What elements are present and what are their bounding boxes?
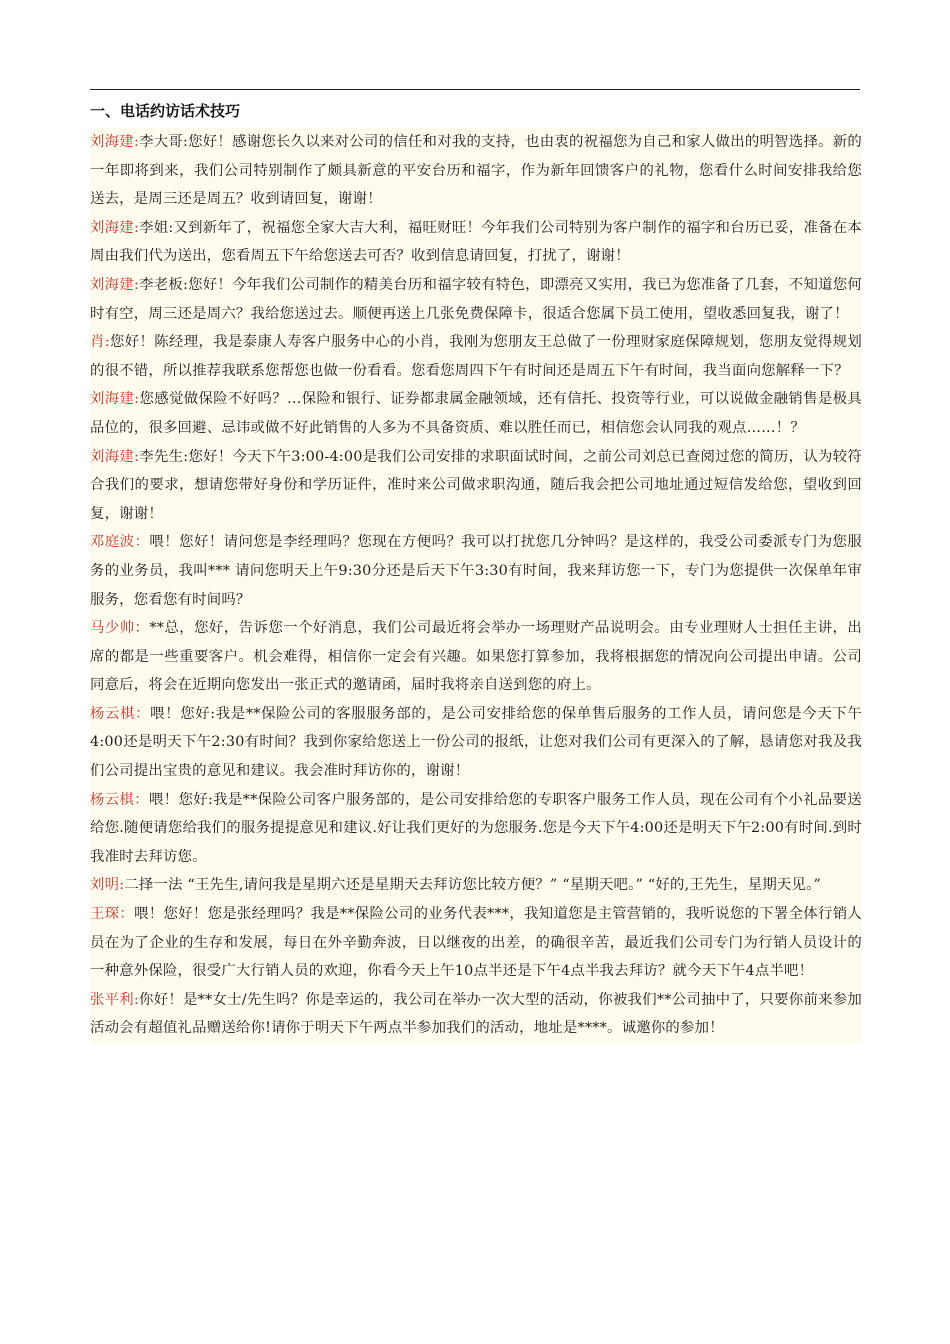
script-entry bbox=[90, 385, 862, 442]
script-entry bbox=[90, 443, 862, 529]
speaker-name: 杨云棋 bbox=[90, 791, 135, 808]
speech-text: 喂！您好！请问您是李经理吗？您现在方便吗？我可以打扰您几分钟吗？是这样的，我受公司委派专门为您服务的业务员，我叫*** 请问您明天上午9:30分还是后天下午3:30有时间，我来拜访您一下，专门为您提供一次保单年审服务，您看您有时间吗？ bbox=[90, 534, 863, 608]
speaker-name: 刘海建 bbox=[90, 391, 135, 408]
script-entry bbox=[90, 700, 862, 786]
header-rule bbox=[90, 89, 860, 90]
script-entry bbox=[90, 271, 862, 328]
speech-text: 李先生:您好！今天下午3:00-4:00是我们公司安排的求职面试时间，之前公司刘总已查阅过您的简历，认为较符合我们的要求，想请您带好身份和学历证件，准时来公司做求职沟通，随后我会把公司地址通过短信发给您，望收到回复，谢谢！ bbox=[90, 448, 862, 522]
section-title: 一、电话约访话术技巧 bbox=[90, 102, 241, 120]
speaker-name: 刘海建 bbox=[90, 134, 134, 150]
script-entry bbox=[90, 986, 862, 1043]
script-entries bbox=[90, 128, 862, 1043]
speaker-name: 杨云棋 bbox=[90, 705, 136, 722]
speaker-name: 邓庭波 bbox=[90, 534, 135, 551]
speaker-separator: : bbox=[134, 391, 140, 408]
speaker-name: 刘海建 bbox=[90, 276, 134, 293]
speaker-separator: : bbox=[119, 877, 125, 894]
script-entry bbox=[90, 128, 862, 214]
speech-text: 你好！是**女士/先生吗？你是幸运的，我公司在举办一次大型的活动，你被我们**公司抽中了，只要你前来参加活动会有超值礼品赠送给你!请你于明天下午两点半参加我们的活动，地址是****。诚邀你的参加！ bbox=[90, 991, 862, 1037]
script-entry bbox=[90, 528, 862, 614]
speaker-name: 马少帅 bbox=[90, 620, 135, 637]
speech-text: 您感觉做保险不好吗？…保险和银行、证券都隶属金融领域，还有信托、投资等行业，可以说做金融销售是极具品位的，很多回避、忌讳或做不好此销售的人多为不具备资质、难以胜任而已，相信您会认同我的观点……！？ bbox=[90, 391, 862, 436]
speaker-name: 刘明 bbox=[90, 877, 120, 894]
speaker-separator: : bbox=[104, 334, 110, 351]
speaker-separator: ： bbox=[134, 620, 150, 637]
speech-text: 李老板:您好！今年我们公司制作的精美台历和福字较有特色，即漂亮又实用，我已为您准备了几套，不知道您何时有空，周三还是周六？我给您送过去。顺便再送上几张免费保障卡，很适合您属下员工使用，望收悉回复我，谢了！ bbox=[90, 276, 862, 322]
speech-text: 您好！陈经理，我是泰康人寿客户服务中心的小肖，我刚为您朋友王总做了一份理财家庭保障规划，您朋友觉得规划的很不错，所以推荐我联系您帮您也做一份看看。您看您周四下午有时间还是周五下午有时间，我当面向您解释一下？ bbox=[90, 334, 862, 379]
script-entry bbox=[90, 871, 862, 900]
speech-text: 李大哥:您好！感谢您长久以来对公司的信任和对我的支持，也由衷的祝福您为自己和家人做出的明智选择。新的一年即将到来，我们公司特别制作了颇具新意的平安台历和福字，作为新年回馈客户的礼物，您看什么时间安排我给您送去，是周三还是周五？收到请回复，谢谢！ bbox=[90, 134, 862, 208]
document-body bbox=[90, 100, 862, 1043]
script-entry bbox=[90, 214, 862, 271]
speaker-name: 王琛 bbox=[90, 906, 120, 923]
speaker-separator: ： bbox=[119, 906, 135, 923]
speech-text: 喂！您好:我是**保险公司的客服服务部的，是公司安排给您的保单售后服务的工作人员，请问您是今天下午4:00还是明天下午2:30有时间？我到你家给您送上一份公司的报纸，让您对我们公司有更深入的了解，恳请您对我及我们公司提出宝贵的意见和建议。我会准时拜访你的，谢谢！ bbox=[90, 705, 863, 780]
speaker-separator: ： bbox=[134, 791, 149, 808]
speech-text: 李姐:又到新年了，祝福您全家大吉大利，福旺财旺！今年我们公司特别为客户制作的福字和台历已妥，准备在本周由我们代为送出，您看周五下午给您送去可否？收到信息请回复，打扰了，谢谢！ bbox=[90, 219, 862, 265]
speech-text: 喂！您好:我是**保险公司客户服务部的，是公司安排给您的专职客户服务工作人员，现在公司有个小礼品要送给您.随便请您给我们的服务提提意见和建议.好让我们更好的为您服务.您是今天下午4:00还是明天下午2:00有时间.到时我准时去拜访您。 bbox=[90, 791, 863, 865]
speaker-separator: ： bbox=[135, 705, 151, 722]
speaker-separator: : bbox=[133, 991, 139, 1008]
speech-text: 二择一法 “王先生,请问我是星期六还是星期天去拜访您比较方便？” “星期天吧。” “好的,王先生，星期天见。” bbox=[124, 877, 822, 894]
speaker-separator: : bbox=[133, 219, 140, 236]
script-entry bbox=[90, 786, 862, 872]
speaker-name: 刘海建 bbox=[90, 448, 135, 465]
speaker-separator: : bbox=[133, 134, 140, 150]
speaker-separator: : bbox=[134, 448, 140, 465]
script-entry bbox=[90, 328, 862, 385]
speaker-name: 肖 bbox=[90, 334, 105, 351]
speaker-name: 刘海建 bbox=[90, 219, 134, 236]
speaker-name: 张平利 bbox=[90, 991, 134, 1008]
speech-text: **总，您好，告诉您一个好消息，我们公司最近将会举办一场理财产品说明会。由专业理财人士担任主讲，出席的都是一些重要客户。机会难得，相信你一定会有兴趣。如果您打算参加，我将根据您的情况向公司提出申请。公司同意后，将会在近期向您发出一张正式的邀请函，届时我将亲自送到您的府上。 bbox=[90, 620, 862, 694]
speaker-separator: : bbox=[133, 276, 140, 293]
speech-text: 喂！您好！您是张经理吗？我是**保险公司的业务代表***，我知道您是主管营销的，我听说您的下署全体行销人员在为了企业的生存和发展，每日在外辛勤奔波，日以继夜的出差，的确很辛苦，最近我们公司专门为行销人员设计的一种意外保险，很受广大行销人员的欢迎，你看今天上午10点半还是下午4点半我去拜访？就今天下午4点半吧！ bbox=[90, 906, 862, 980]
script-entry bbox=[90, 900, 862, 986]
speaker-separator: ： bbox=[134, 534, 150, 551]
script-entry bbox=[90, 614, 862, 700]
